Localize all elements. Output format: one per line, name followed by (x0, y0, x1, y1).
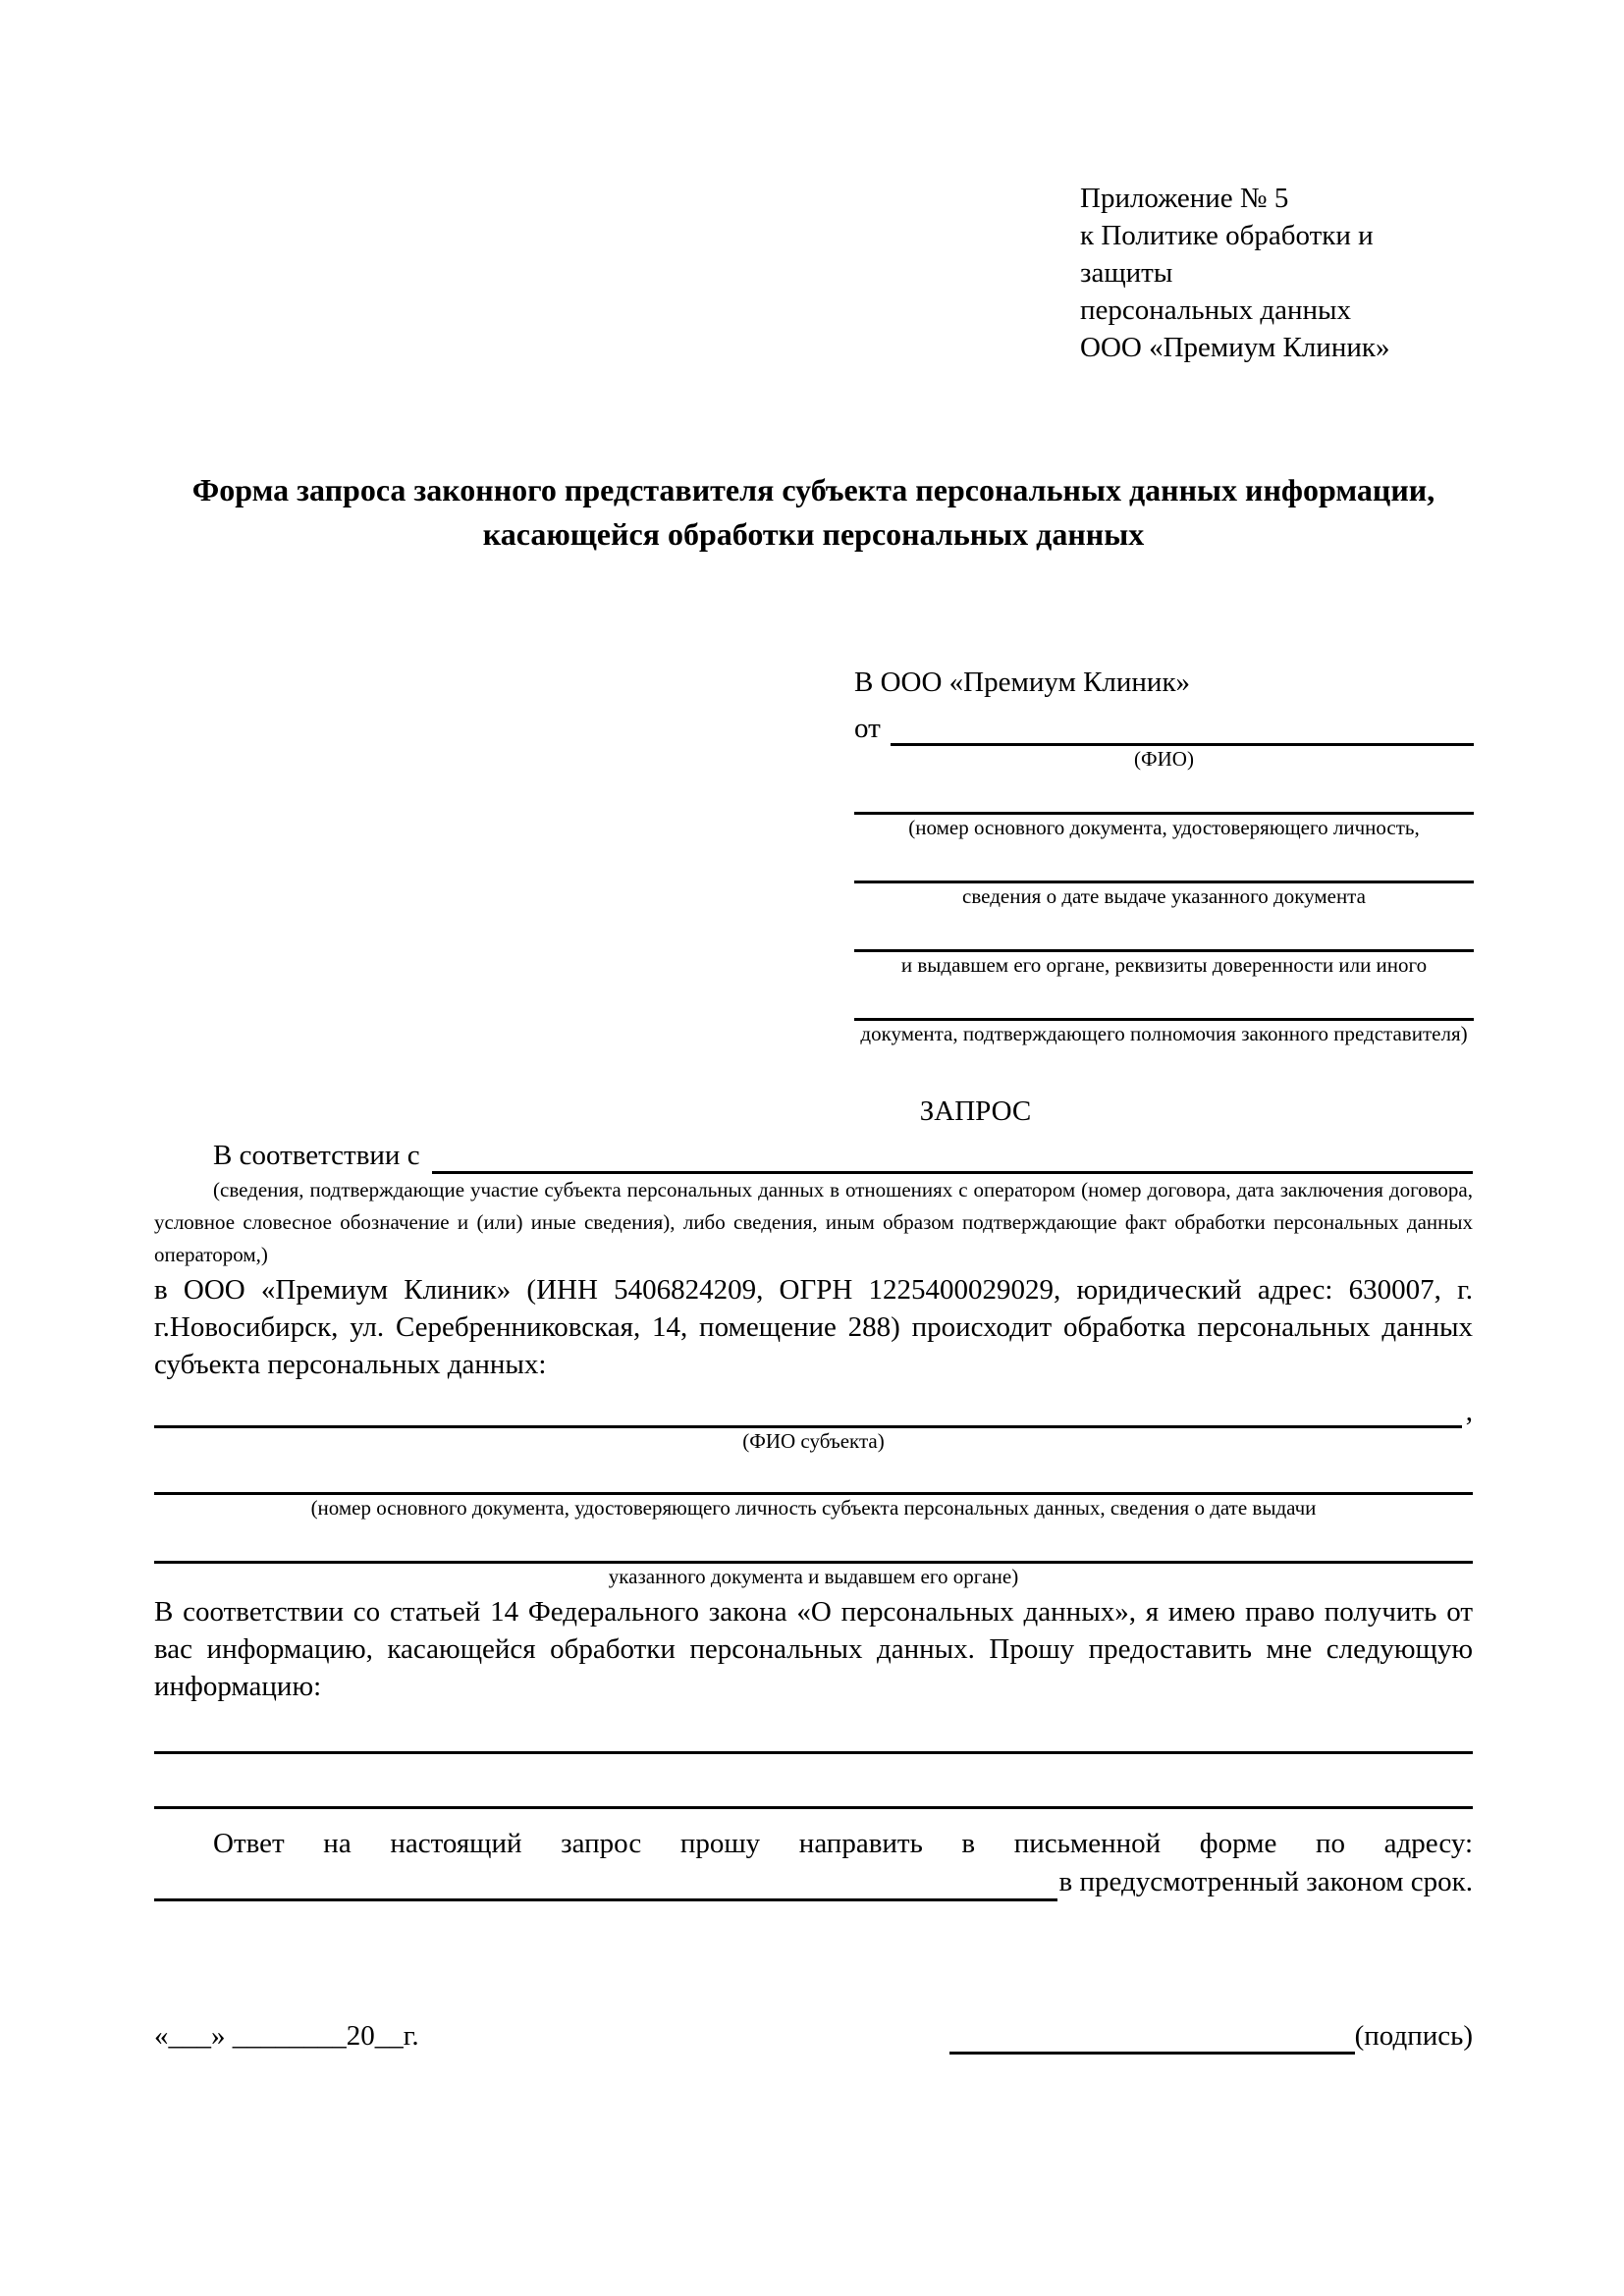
accordance-fill-line (432, 1141, 1473, 1174)
date-line: «___» ________20__г. (154, 2020, 419, 2052)
blank-line-1 (154, 1705, 1473, 1754)
operator-paragraph: в ООО «Премиум Клиник» (ИНН 5406824209, ОГРН 1225400029029, юридический адрес: 630007, г. г.Новосибирск, ул. Серебренниковская, 14, помещение 288) происходит обработка персональных данных субъекта персональных данных: (154, 1274, 1473, 1380)
accordance-row (154, 1137, 1473, 1174)
appendix-line-4: ООО «Премиум Клиник» (1080, 332, 1390, 363)
issuing-authority-caption: и выдавшем его органе, реквизиты доверенности или иного (900, 953, 1428, 977)
subject-fio-row (154, 1395, 1473, 1428)
signature-line (949, 2023, 1355, 2055)
from-label: от (854, 713, 881, 744)
page-title: Форма запроса законного представителя субъекта персональных данных информации, касающейся обработки персональных данных (191, 472, 1435, 552)
signature-caption: (подпись) (1354, 2020, 1473, 2052)
subject-fio-line (154, 1395, 1462, 1428)
blank-line-2 (154, 1754, 1473, 1809)
request-heading: ЗАПРОС (919, 1095, 1032, 1127)
subject-document-line (154, 1454, 1473, 1495)
subject-document-caption-2: указанного документа и выдавшем его органе) (608, 1565, 1019, 1588)
subject-document-caption-1: (номер основного документа, удостоверяющего личность субъекта персональных данных, сведения о дате выдачи (310, 1496, 1317, 1520)
law-paragraph: В соответствии со статьей 14 Федерального закона «О персональных данных», я имею право получить от вас информацию, касающейся обработки персональных данных. Прошу предоставить мне следующую информацию: (154, 1596, 1473, 1702)
issuing-authority-line (854, 909, 1474, 952)
appendix-block (1080, 180, 1473, 366)
appendix-line-3: персональных данных (1080, 294, 1352, 326)
answer-line-1: Ответ на настоящий запрос прошу направить в письменной форме по адресу: (213, 1828, 1473, 1859)
recipient-to: В ООО «Премиум Клиник» (854, 667, 1191, 698)
from-fill-line (891, 713, 1474, 746)
from-row (854, 711, 1474, 746)
accordance-note: (сведения, подтверждающие участие субъекта персональных данных в отношениях с оператором (номер договора, дата заключения договора, условное словесное обозначение и (или) иные сведения), либо сведения, иным образом подтверждающие факт обработки персональных данных оператором,) (154, 1178, 1473, 1266)
appendix-line-2: к Политике обработки и защиты (1080, 220, 1374, 289)
power-of-attorney-line (854, 978, 1474, 1021)
power-of-attorney-caption: документа, подтверждающего полномочия законного представителя) (860, 1022, 1468, 1045)
document-number-caption: (номер основного документа, удостоверяющего личность, (908, 816, 1420, 839)
address-fill-line (154, 1870, 1057, 1901)
document-number-line (854, 772, 1474, 815)
fio-caption: (ФИО) (1134, 747, 1194, 771)
bottom-row (154, 2017, 1473, 2055)
accordance-lead: В соответствии с (213, 1140, 420, 1171)
subject-document-issuer-line (154, 1521, 1473, 1564)
issue-date-line (854, 840, 1474, 883)
appendix-line-1: Приложение № 5 (1080, 183, 1289, 214)
recipient-block (854, 665, 1474, 1046)
signature-group (949, 2017, 1473, 2055)
subject-fio-line-suffix: , (1465, 1396, 1473, 1427)
issue-date-caption: сведения о дате выдаче указанного документа (962, 884, 1366, 908)
answer-line-2-tail: в предусмотренный законом срок. (1058, 1866, 1473, 1897)
subject-fio-caption: (ФИО субъекта) (742, 1429, 885, 1453)
answer-line-2 (154, 1862, 1473, 1901)
